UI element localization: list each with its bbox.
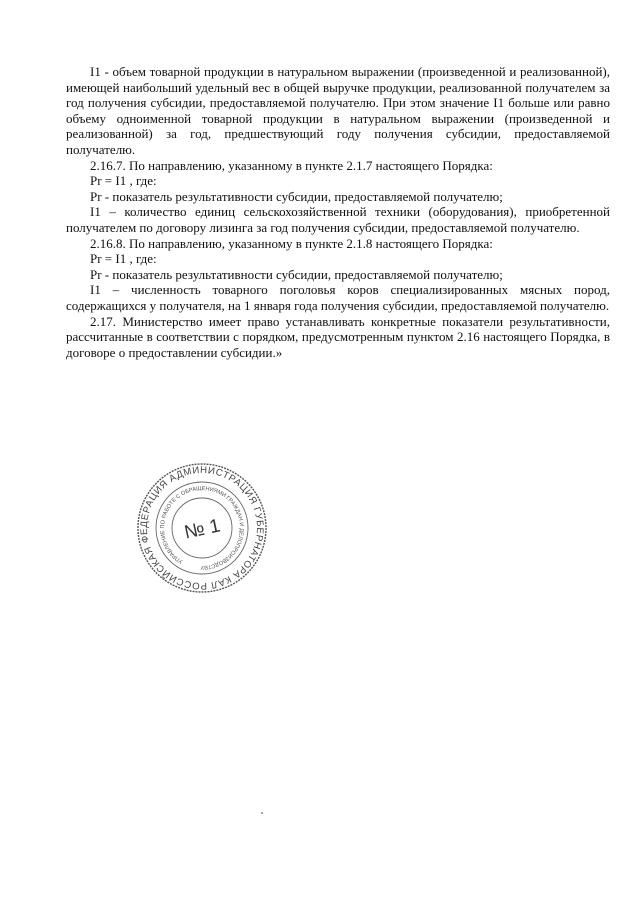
scan-speck xyxy=(261,812,263,814)
paragraph-i1-definition: I1 - объем товарной продукции в натуральном выражении (произведенной и реализованной), имеющей наибольший удельный вес в общей выручке продукции, реализованной получателем за год получения субсидии, предоставляемой получателю. При этом значение I1 больше или равно объему одноименной товарной продукции в натуральном выражении (произведенной и реализованной) за год, предшествующий году получения субсидии, предоставляемой получателю. xyxy=(66,64,610,157)
paragraph-2-16-8: 2.16.8. По направлению, указанному в пункте 2.1.8 настоящего Порядка: xyxy=(90,235,493,251)
paragraph-2-16-7: 2.16.7. По направлению, указанному в пункте 2.1.7 настоящего Порядка: xyxy=(90,157,493,173)
document-text xyxy=(66,64,610,360)
seal-inner-text: УПРАВЛЕНИЕ ПО РАБОТЕ С ОБРАЩЕНИЯМИ ГРАЖДАН И ДЕЛОПРОИЗВОДСТВУ xyxy=(159,485,245,571)
seal-icon xyxy=(136,462,268,594)
formula-pr-2: Pr = I1 , где: xyxy=(90,251,157,267)
seal-number: № 1 xyxy=(182,515,223,544)
paragraph-i1-equipment: I1 – количество единиц сельскохозяйственной техники (оборудования), приобретенной получателем по договору лизинга за год получения субсидии, предоставляемой получателю. xyxy=(66,204,610,235)
formula-pr-1: Pr = I1 , где: xyxy=(90,173,157,189)
paragraph-2-17: 2.17. Министерство имеет право устанавливать конкретные показатели результативности, рассчитанные в соответствии с порядком, предусмотренным пунктом 2.16 настоящего Порядка, в договоре о предоставлении субсидии.» xyxy=(66,313,610,360)
paragraph-pr-definition-1: Pr - показатель результативности субсидии, предоставляемой получателю; xyxy=(90,188,503,204)
paragraph-i1-livestock: I1 – численность товарного поголовья коров специализированных мясных пород, содержащихся у получателя, на 1 января года получения субсидии, предоставляемой получателю. xyxy=(66,282,610,313)
paragraph-pr-definition-2: Pr - показатель результативности субсидии, предоставляемой получателю; xyxy=(90,266,503,282)
seal-outer-text: РОССИЙСКАЯ ФЕДЕРАЦИЯ АДМИНИСТРАЦИЯ ГУБЕРНАТОРА КАЛУЖСКОЙ xyxy=(138,464,266,592)
official-seal xyxy=(136,462,268,594)
